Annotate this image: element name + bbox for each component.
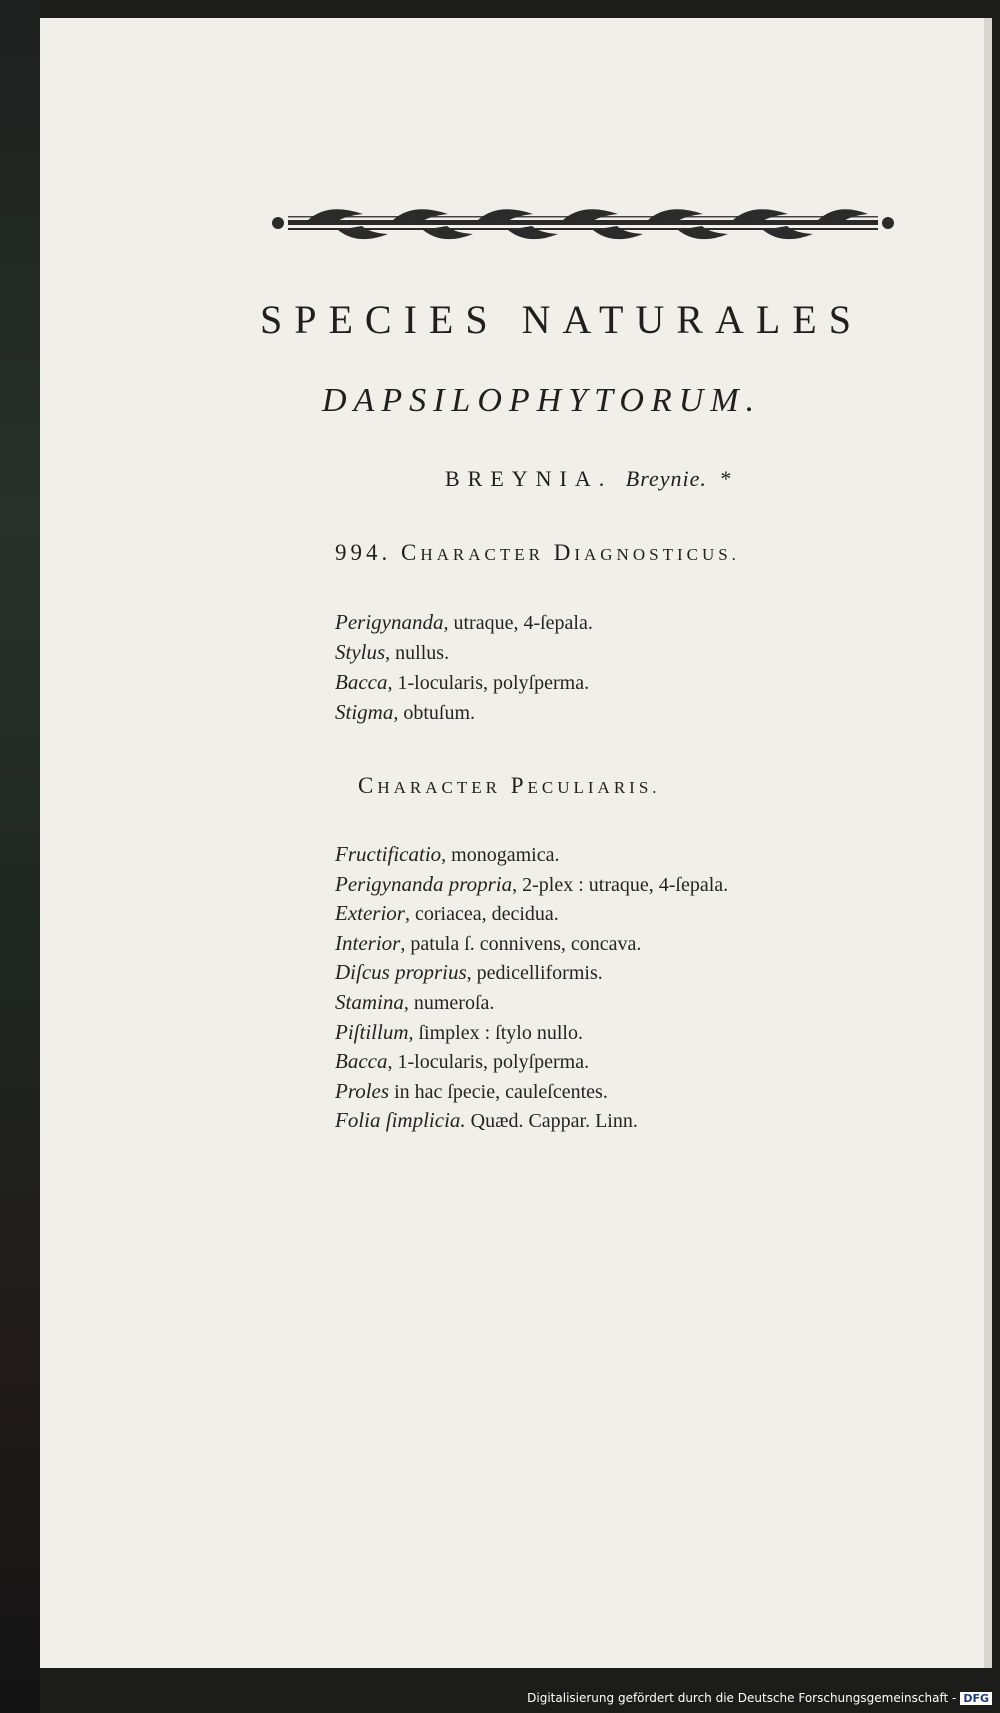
list-item xyxy=(335,608,593,638)
heading-initial: C xyxy=(401,540,421,565)
description: , utraque, 4-ſepala. xyxy=(443,612,593,634)
heading-initial: C xyxy=(358,773,378,798)
term: Piſtillum xyxy=(335,1019,409,1044)
decorative-vine-ornament-icon xyxy=(268,198,898,252)
description: , 1-locularis, polyſperma. xyxy=(387,1051,590,1074)
term: Folia ſimplicia. xyxy=(335,1108,466,1133)
list-item xyxy=(335,958,728,988)
description: , 2-plex : utraque, 4-ſepala. xyxy=(512,873,729,896)
book-page xyxy=(40,18,992,1668)
funding-footer xyxy=(527,1691,992,1705)
list-item xyxy=(335,988,728,1018)
dfg-logo: DFG xyxy=(960,1692,992,1705)
page-title: SPECIES NATURALES xyxy=(260,297,863,342)
list-item xyxy=(335,1047,728,1077)
genus-name: BREYNIA. xyxy=(445,466,613,491)
left-dark-strip xyxy=(0,0,40,1713)
term: Bacca xyxy=(335,1049,388,1074)
description: in hac ſpecie, cauleſcentes. xyxy=(389,1080,608,1103)
term: Stamina xyxy=(335,989,404,1014)
list-item xyxy=(335,1106,728,1136)
genus-mark: * xyxy=(720,466,740,491)
footer-text: Digitalisierung gefördert durch die Deutsche Forschungsgemeinschaft - xyxy=(527,1691,957,1705)
description: , patula ſ. connivens, concava. xyxy=(400,932,642,955)
list-item xyxy=(335,840,728,870)
term: Interior xyxy=(335,930,401,955)
heading-rest: HARACTER xyxy=(420,545,544,564)
list-item xyxy=(335,1077,728,1107)
list-item xyxy=(335,929,728,959)
term: Diſcus proprius xyxy=(335,960,467,985)
section-heading-diagnosticus xyxy=(335,540,740,566)
description: Quæd. Cappar. Linn. xyxy=(465,1110,638,1133)
list-item xyxy=(335,1018,728,1048)
description: , monogamica. xyxy=(441,844,560,866)
term: Perigynanda xyxy=(335,610,444,634)
term: Bacca xyxy=(335,670,388,694)
term: Stigma xyxy=(335,700,394,724)
description: , pedicelliformis. xyxy=(466,962,603,985)
description: , 1-locularis, polyſperma. xyxy=(387,672,590,694)
description: , obtuſum. xyxy=(393,702,476,724)
peculiaris-list xyxy=(335,840,728,1136)
list-item xyxy=(335,870,728,900)
diagnosticus-list xyxy=(335,608,593,728)
term: Perigynanda propria xyxy=(335,871,513,896)
term: Stylus xyxy=(335,640,386,664)
description: , coriacea, decidua. xyxy=(404,903,559,926)
term: Proles xyxy=(335,1078,390,1103)
genus-vernacular: Breynie. xyxy=(625,466,707,491)
list-item xyxy=(335,638,593,668)
description: , ſimplex : ſtylo nullo. xyxy=(408,1021,583,1044)
description: , numeroſa. xyxy=(403,991,495,1014)
genus-heading xyxy=(445,466,865,492)
term: Fructificatio xyxy=(335,842,442,866)
heading-initial: P xyxy=(510,773,528,798)
section-heading-peculiaris xyxy=(358,773,661,799)
list-item xyxy=(335,899,728,929)
heading-rest: HARACTER xyxy=(377,778,501,797)
section-number: 994. xyxy=(335,540,392,565)
term: Exterior xyxy=(335,901,405,926)
page-content xyxy=(40,18,984,1668)
list-item xyxy=(335,668,593,698)
heading-rest: ECULIARIS. xyxy=(527,778,661,797)
heading-rest: IAGNOSTICUS. xyxy=(574,545,740,564)
description: , nullus. xyxy=(385,642,450,664)
heading-initial: D xyxy=(553,540,575,565)
page-subtitle: DAPSILOPHYTORUM. xyxy=(322,382,762,419)
list-item xyxy=(335,698,593,728)
